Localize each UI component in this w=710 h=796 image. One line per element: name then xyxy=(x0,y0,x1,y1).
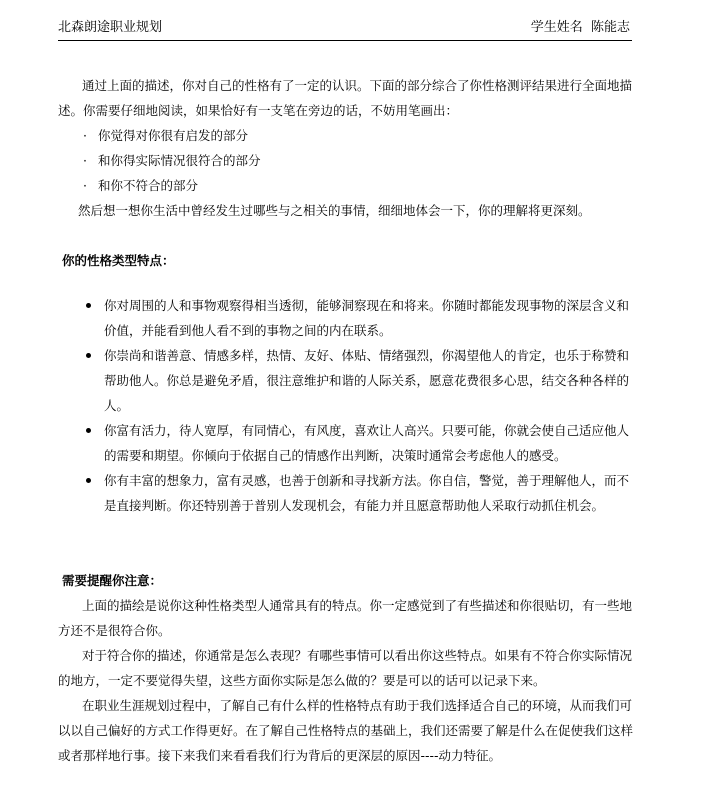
header-student-info xyxy=(531,18,630,38)
page-header xyxy=(58,18,632,40)
bullet-icon xyxy=(86,303,91,308)
list-item: · 你觉得对你很有启发的部分 xyxy=(80,123,638,148)
attention-heading: 需要提醒你注意： xyxy=(62,573,163,588)
bullet-icon xyxy=(86,428,91,433)
header-org-name: 北森朗途职业规划 xyxy=(58,20,163,35)
intro-list xyxy=(58,123,638,198)
trait-item: 你有丰富的想象力，富有灵感，也善于创新和寻找新方法。你自信，警觉，善于理解他人，而不是直接判断。你还特别善于普别人发现机会，有能力并且愿意帮助他人采取行动抓住机会。 xyxy=(88,468,638,518)
student-name: 陈能志 xyxy=(590,20,630,35)
bullet-dot: · xyxy=(83,153,87,168)
document-body xyxy=(58,73,638,768)
header-divider xyxy=(58,40,632,41)
trait-item: 你崇尚和谐善意、情感多样，热情、友好、体贴、情绪强烈，你渴望他人的肯定，也乐于称赞和帮助他人。你总是避免矛盾，很注意维护和谐的人际关系，愿意花费很多心思，结交各种各样的人。 xyxy=(88,343,638,418)
attention-paragraph: 在职业生涯规划过程中，了解自己有什么样的性格特点有助于我们选择适合自己的环境，从而我们可以以自己偏好的方式工作得更好。在了解自己性格特点的基础上，我们还需要了解是什么在促使我们这样或者那样地行事。接下来我们来看看我们行为背后的更深层的原因----动力特征。 xyxy=(58,698,634,763)
attention-paragraph: 对于符合你的描述，你通常是怎么表现？有哪些事情可以看出你这些特点。如果有不符合你实际情况的地方，一定不要觉得失望，这些方面你实际是怎么做的？要是可以的话可以记录下来。 xyxy=(58,648,633,688)
attention-paragraph: 上面的描绘是说你这种性格类型人通常具有的特点。你一定感觉到了有些描述和你很贴切，有一些地方还不是很符合你。 xyxy=(58,598,633,638)
trait-item: 你富有活力，待人宽厚，有同情心，有风度，喜欢让人高兴。只要可能，你就会使自己适应他人的需要和期望。你倾向于依据自己的情感作出判断，决策时通常会考虑他人的感受。 xyxy=(88,418,638,468)
intro-closing: 然后想一想你生活中曾经发生过哪些与之相关的事情，细细地体会一下，你的理解将更深刻。 xyxy=(78,203,591,218)
bullet-dot: · xyxy=(83,128,87,143)
list-item: · 和你得实际情况很符合的部分 xyxy=(80,148,638,173)
bullet-dot: · xyxy=(83,178,87,193)
traits-heading: 你的性格类型特点： xyxy=(62,253,175,268)
intro-paragraph: 通过上面的描述，你对自己的性格有了一定的认识。下面的部分综合了你性格测评结果进行全面地描述。你需要仔细地阅读，如果恰好有一支笔在旁边的话，不妨用笔画出： xyxy=(58,78,633,118)
list-item: · 和你不符合的部分 xyxy=(80,173,638,198)
traits-list xyxy=(58,293,638,518)
trait-item: 你对周围的人和事物观察得相当透彻，能够洞察现在和将来。你随时都能发现事物的深层含义和价值，并能看到他人看不到的事物之间的内在联系。 xyxy=(88,293,638,343)
bullet-icon xyxy=(86,353,91,358)
bullet-icon xyxy=(86,478,91,483)
student-label: 学生姓名 xyxy=(530,20,583,35)
